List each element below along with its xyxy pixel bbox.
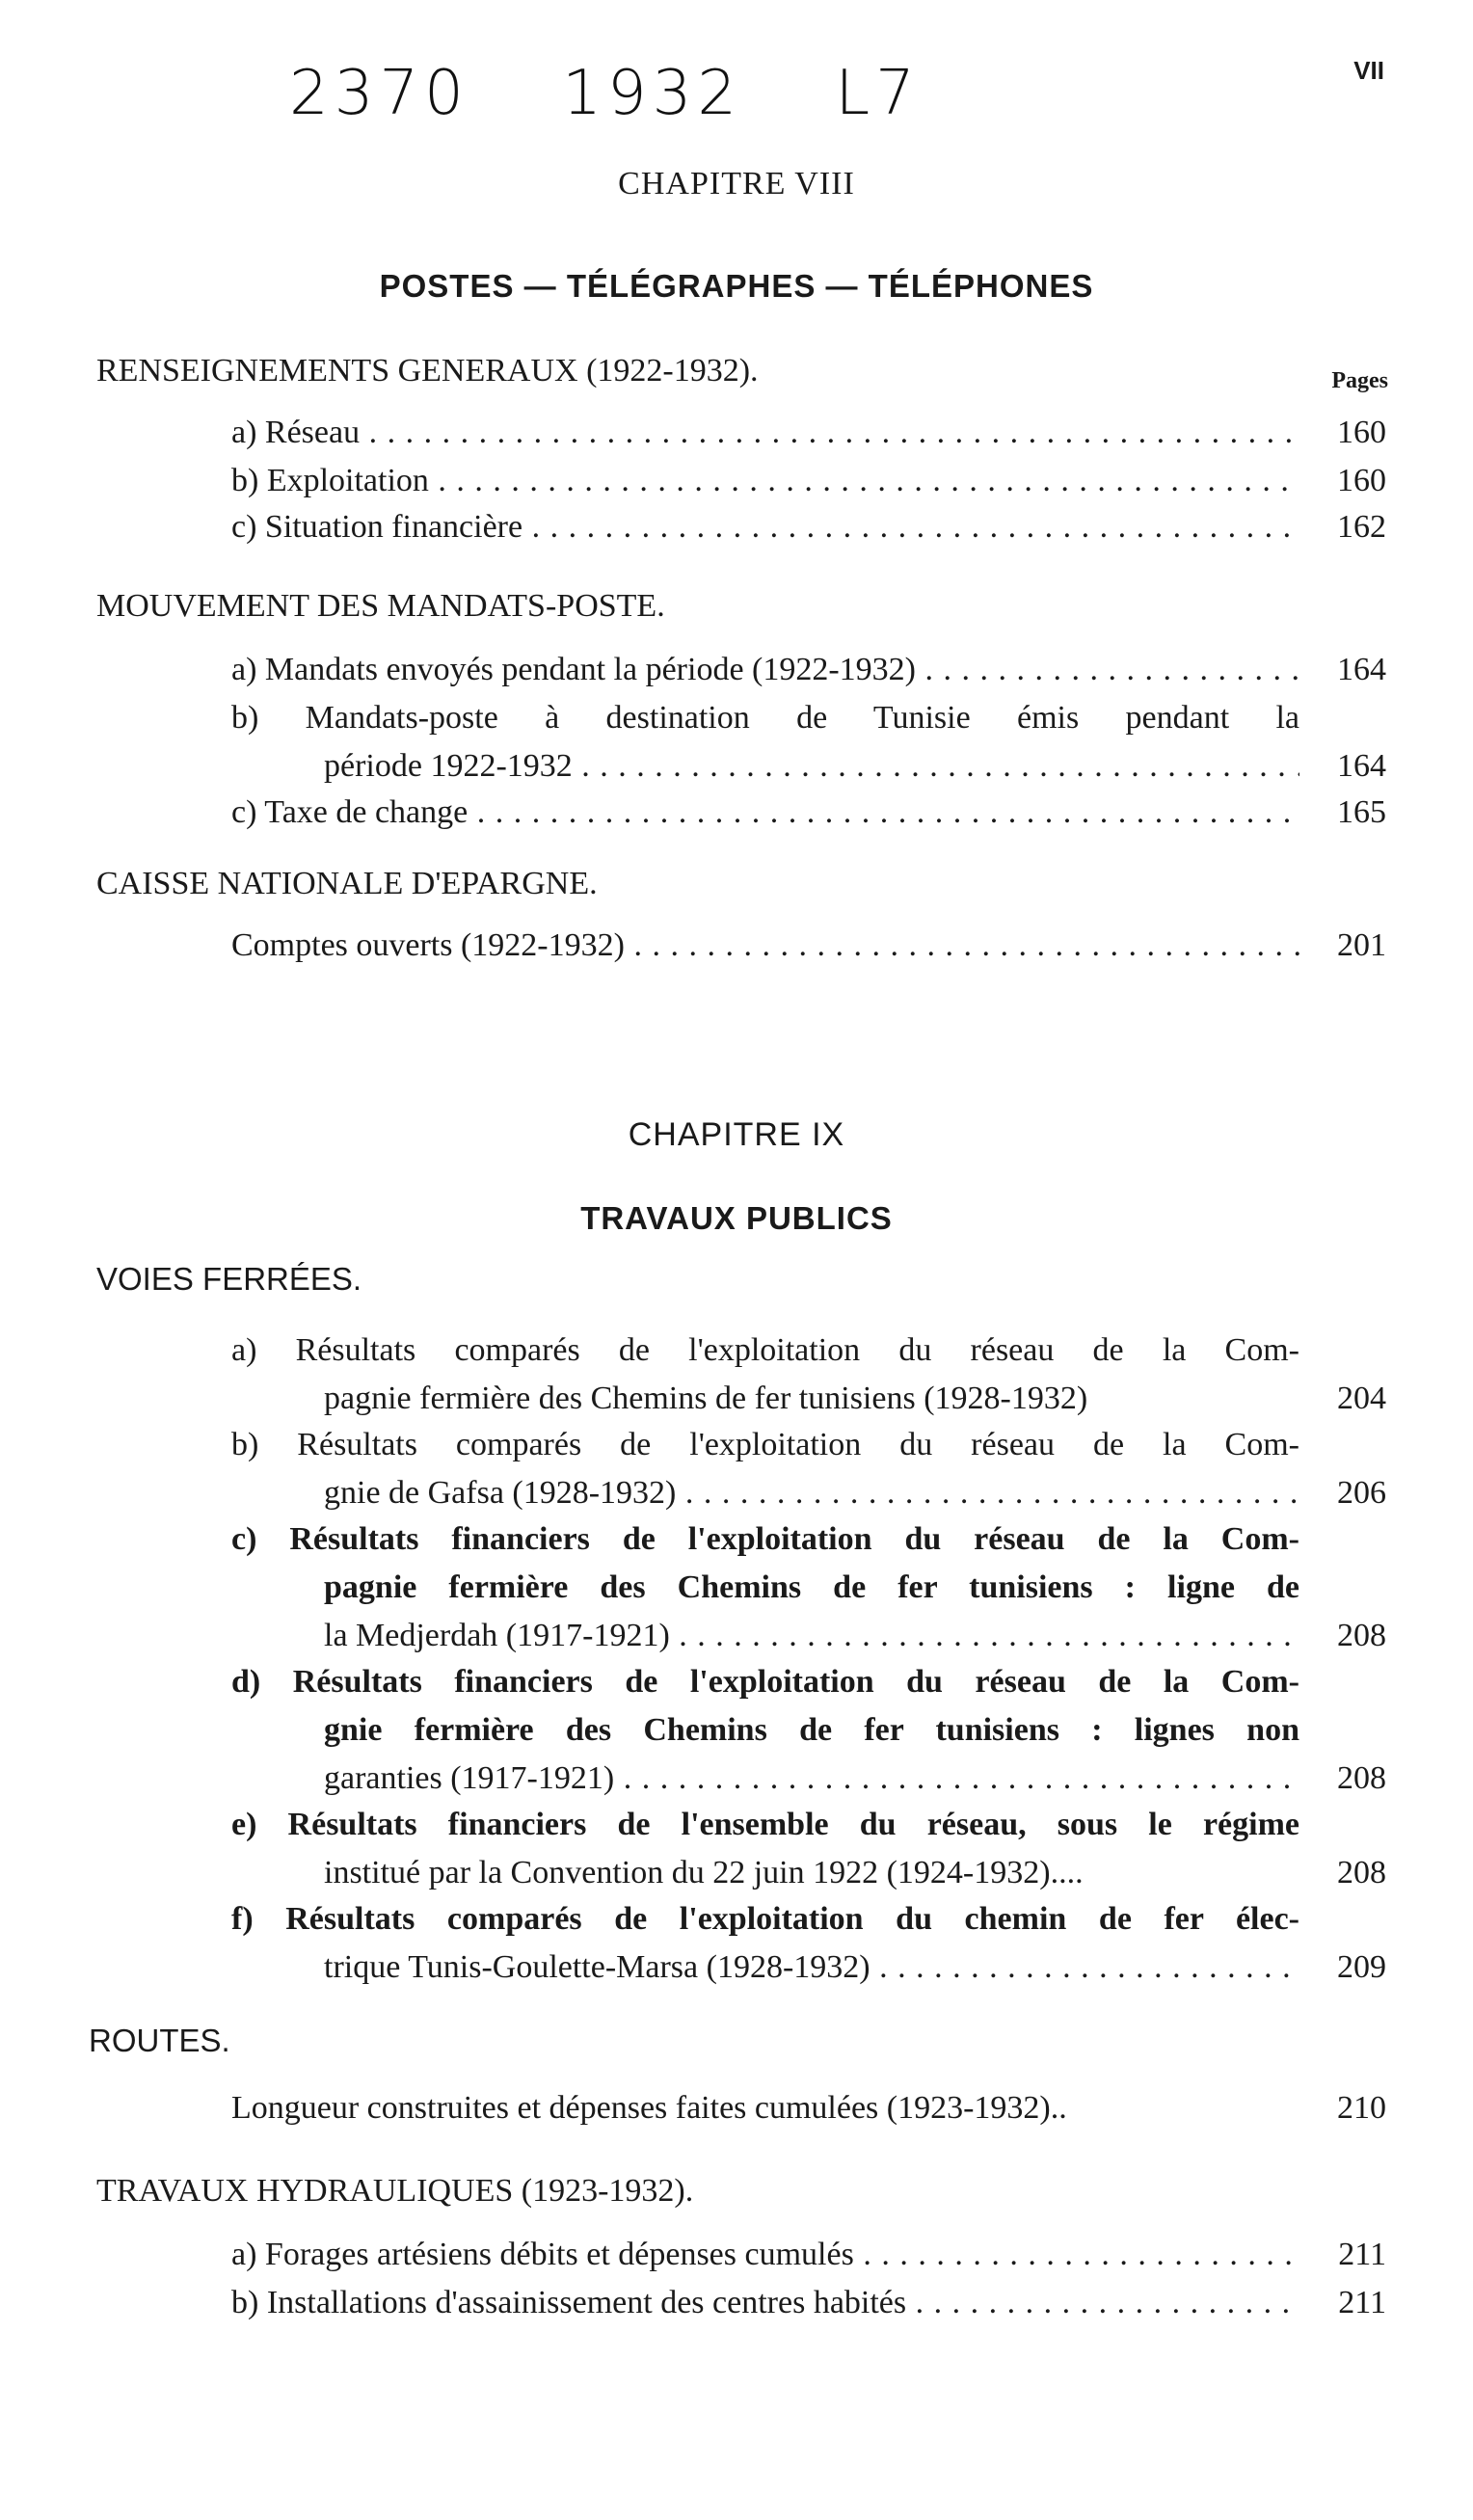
entry-page: 162: [1337, 509, 1386, 545]
toc-entry: [0, 694, 1473, 791]
entry-page: 165: [1337, 794, 1386, 830]
entry-page: 160: [1337, 415, 1386, 450]
entry-text: f) Résultats comparés de l'exploitation du chemin de fer élec-: [231, 1901, 1299, 1937]
entry-page: 208: [1337, 1618, 1386, 1653]
toc-entry: [0, 2084, 1473, 2132]
entry-text: garanties (1917-1921) . . .: [324, 1755, 1299, 1803]
toc-entry: [0, 789, 1473, 837]
toc-entry: [0, 1895, 1473, 1992]
entry-page: 204: [1337, 1381, 1386, 1416]
entry-text: gnie fermière des Chemins de fer tunisiens : lignes non: [324, 1712, 1299, 1748]
entry-text: b) Résultats comparés de l'exploitation du réseau de la Com-: [231, 1427, 1299, 1462]
toc-entry: [0, 2231, 1473, 2279]
handwritten-year: 1932: [562, 58, 743, 129]
entry-text: d) Résultats financiers de l'exploitation du réseau de la Com-: [231, 1664, 1299, 1700]
toc-entry: [0, 1801, 1473, 1897]
toc-entry: [0, 1515, 1473, 1660]
entry-page: 164: [1337, 652, 1386, 687]
entry-text: a) Mandats envoyés pendant la période (1922-1932) . . .: [231, 646, 1299, 694]
entry-text: a) Réseau . . .: [231, 409, 1299, 457]
section-title: MOUVEMENT DES MANDATS-POSTE.: [96, 588, 665, 624]
entry-text: gnie de Gafsa (1928-1932) . . .: [324, 1469, 1299, 1517]
entry-text: a) Résultats comparés de l'exploitation du réseau de la Com-: [231, 1332, 1299, 1368]
toc-entry: [0, 922, 1473, 970]
entry-text: e) Résultats financiers de l'ensemble du réseau, sous le régime: [231, 1807, 1299, 1842]
entry-text: Longueur construites et dépenses faites cumulées (1923-1932)..: [231, 2090, 1067, 2126]
section-title: ROUTES.: [89, 2023, 230, 2058]
toc-entry: [0, 1658, 1473, 1803]
toc-entry: [0, 503, 1473, 551]
entry-page: 208: [1337, 1760, 1386, 1796]
handwritten-annotation: [289, 58, 988, 129]
entry-page: 208: [1337, 1855, 1386, 1890]
entry-text: c) Taxe de change . . .: [231, 789, 1299, 837]
handwritten-code: L7: [835, 58, 921, 129]
entry-page: 210: [1337, 2090, 1386, 2126]
section-title: VOIES FERRÉES.: [96, 1261, 362, 1297]
entry-text: c) Résultats financiers de l'exploitation du réseau de la Com-: [231, 1521, 1299, 1557]
entry-text: c) Situation financière . . .: [231, 503, 1299, 551]
entry-page: 211: [1338, 2285, 1386, 2320]
handwritten-number: 2370: [289, 58, 469, 129]
entry-page: 209: [1337, 1949, 1386, 1985]
entry-page: 206: [1337, 1475, 1386, 1511]
chapter-title: POSTES — TÉLÉGRAPHES — TÉLÉPHONES: [379, 268, 1094, 304]
entry-text: a) Forages artésiens débits et dépenses cumulés . . .: [231, 2231, 1299, 2279]
pages-column-label: Pages: [1331, 368, 1388, 393]
entry-text: b) Mandats-poste à destination de Tunisie émis pendant la: [231, 700, 1299, 736]
entry-text: pagnie fermière des Chemins de fer tunisiens : ligne de: [324, 1569, 1299, 1605]
entry-text: b) Exploitation . . .: [231, 457, 1299, 505]
page-number: VII: [1353, 56, 1384, 85]
section-title: CAISSE NATIONALE D'EPARGNE.: [96, 866, 598, 901]
entry-text: pagnie fermière des Chemins de fer tunisiens (1928-1932): [324, 1381, 1088, 1416]
section-title: RENSEIGNEMENTS GENERAUX (1922-1932).: [96, 353, 759, 389]
section-title: TRAVAUX HYDRAULIQUES (1923-1932).: [96, 2173, 694, 2209]
chapter-heading: CHAPITRE IX: [628, 1116, 845, 1153]
entry-page: 164: [1337, 748, 1386, 784]
entry-page: 201: [1337, 927, 1386, 963]
entry-text: période 1922-1932 . . .: [324, 742, 1299, 791]
toc-entry: [0, 1327, 1473, 1423]
toc-entry: [0, 409, 1473, 457]
entry-text: institué par la Convention du 22 juin 1922 (1924-1932)....: [324, 1855, 1084, 1890]
entry-text: la Medjerdah (1917-1921) . . .: [324, 1612, 1299, 1660]
toc-entry: [0, 457, 1473, 505]
entry-text: trique Tunis-Goulette-Marsa (1928-1932) . . .: [324, 1944, 1299, 1992]
entry-page: 160: [1337, 463, 1386, 498]
entry-page: 211: [1338, 2237, 1386, 2272]
toc-entry: [0, 2279, 1473, 2327]
toc-entry: [0, 1421, 1473, 1517]
toc-entry: [0, 646, 1473, 694]
chapter-title: TRAVAUX PUBLICS: [580, 1200, 893, 1236]
entry-text: Comptes ouverts (1922-1932) . . .: [231, 922, 1299, 970]
chapter-heading: CHAPITRE VIII: [618, 166, 855, 201]
entry-text: b) Installations d'assainissement des centres habités . . .: [231, 2279, 1299, 2327]
